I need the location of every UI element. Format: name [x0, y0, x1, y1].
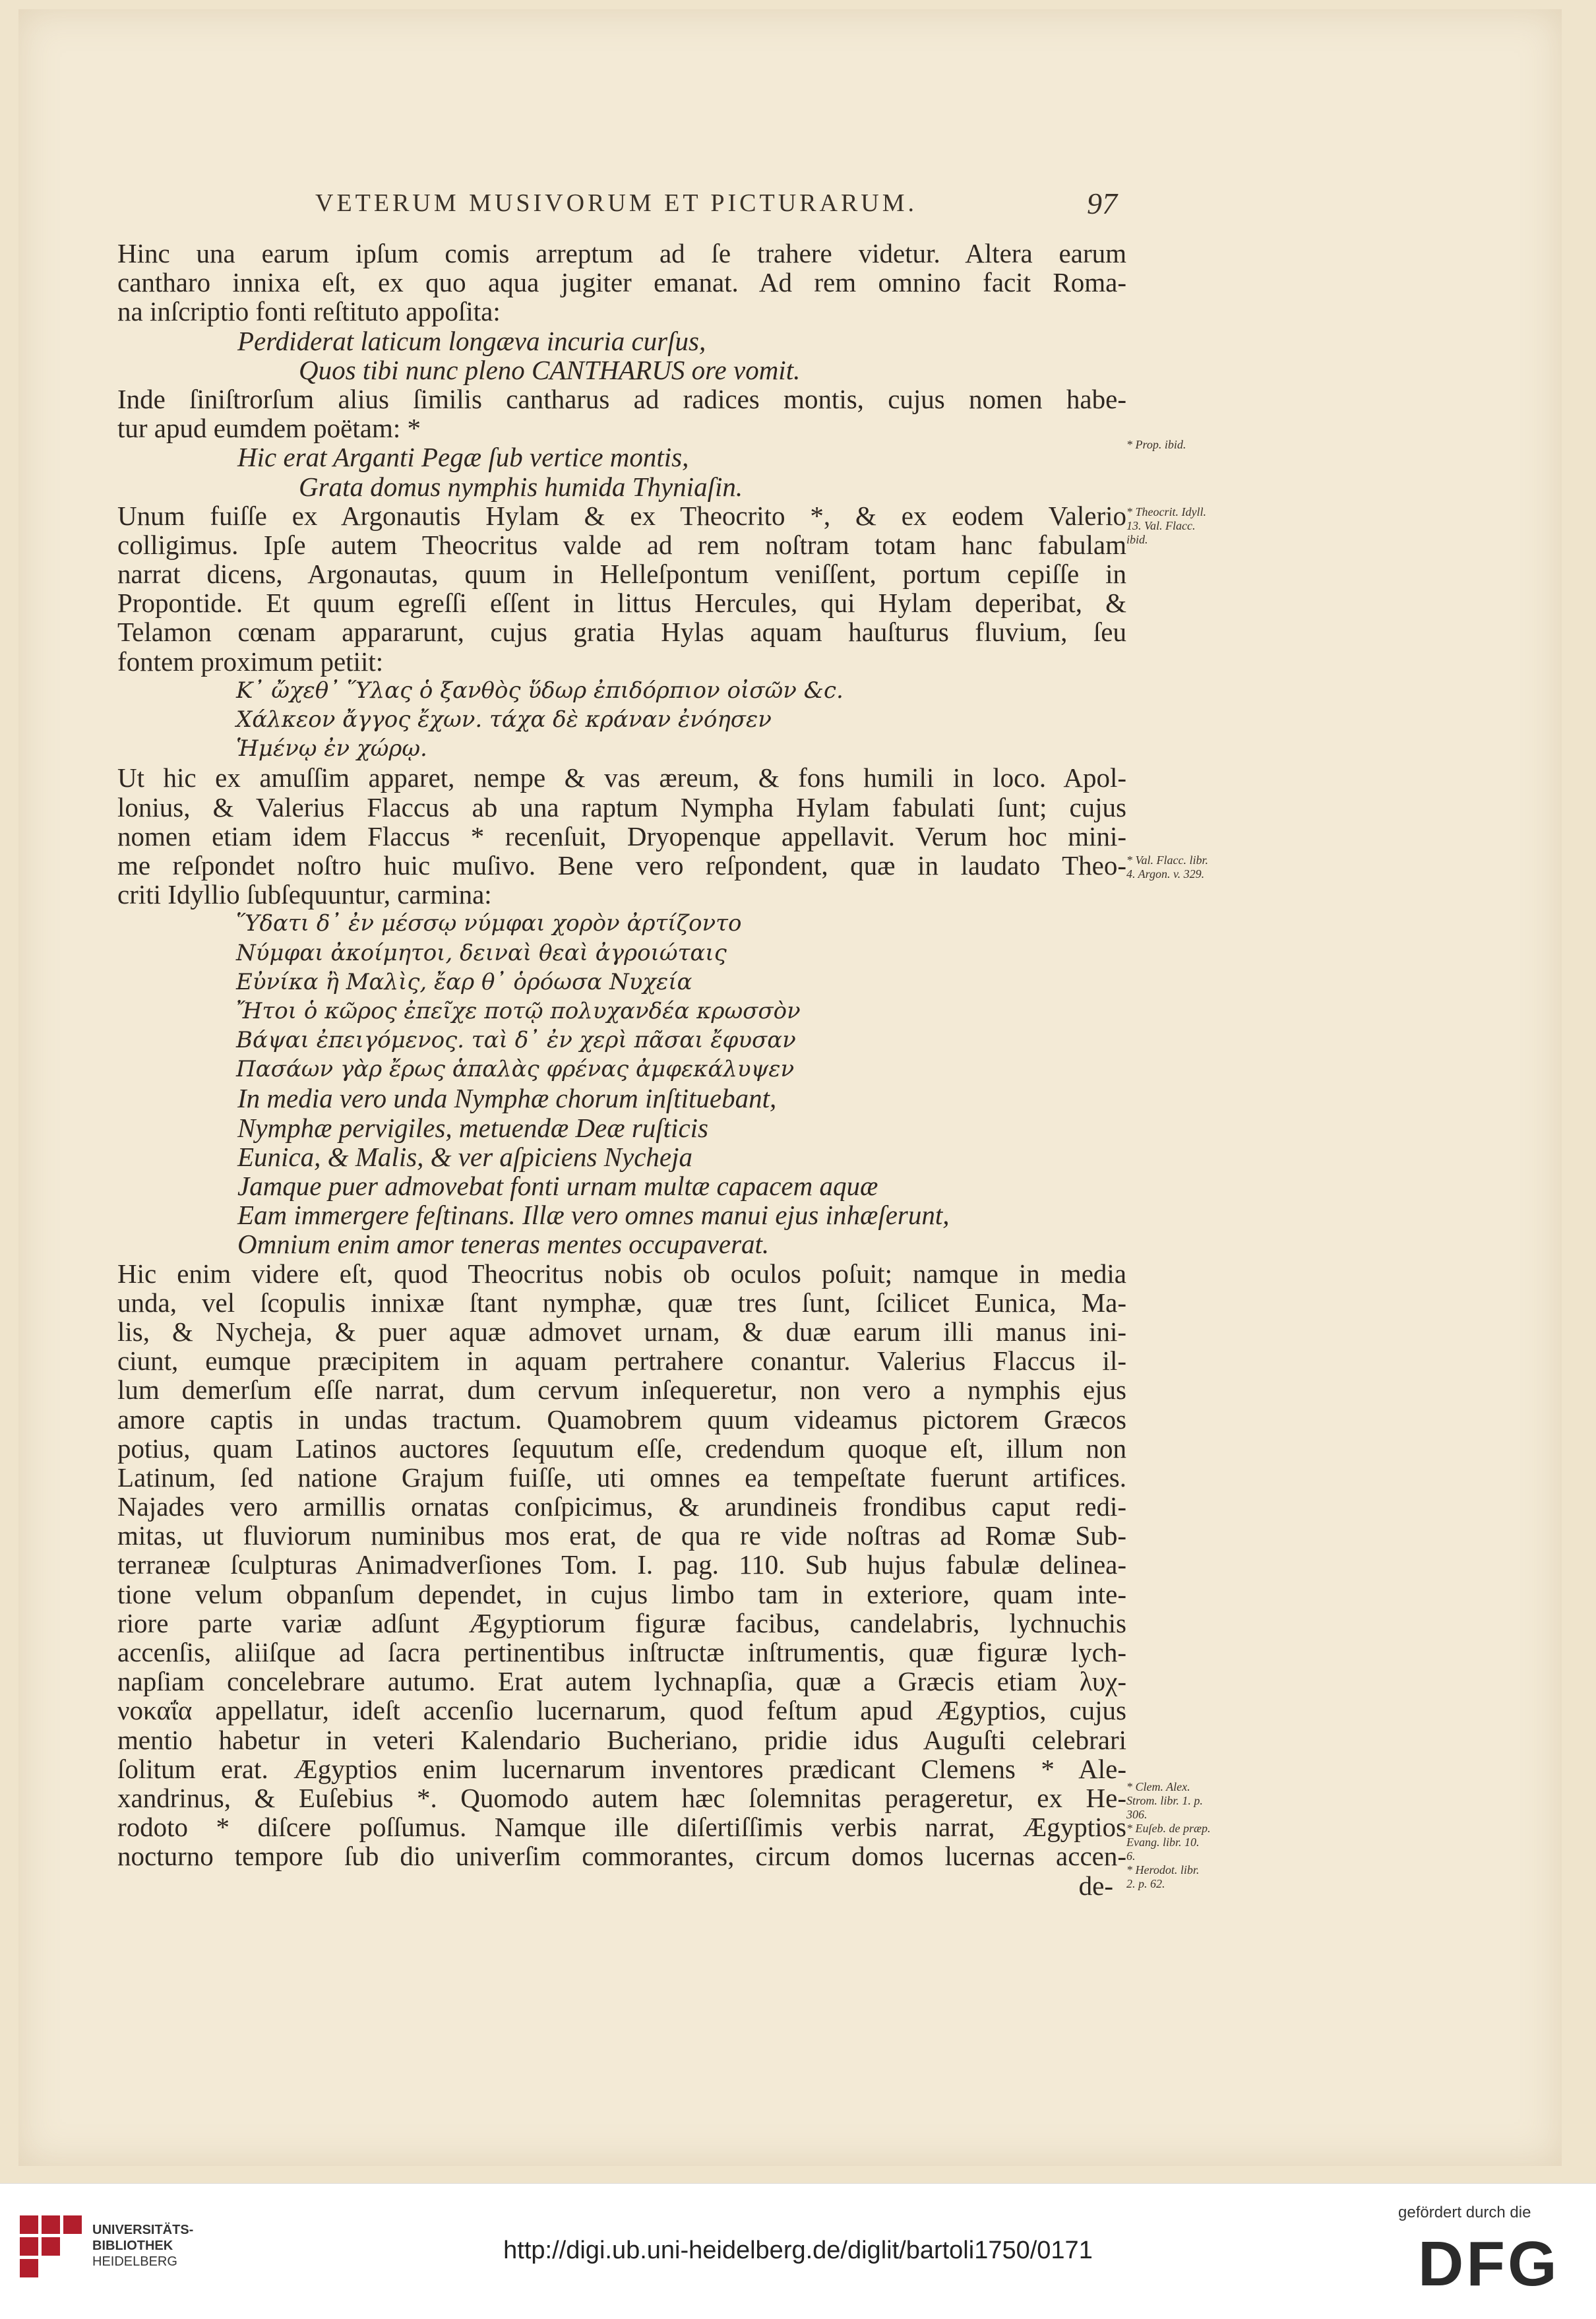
margin-note: * Clem. Alex. Strom. libr. 1. p. 306. * Euſeb. de præp. Evang. libr. 10. 6. * Herodot. libr. 2. p. 62.: [1126, 1780, 1211, 1890]
text-line: potius, quam Latinos auctores ſequutum eſſe, credendum quoque eſt, illum non: [117, 1433, 1126, 1464]
text-line: Najades vero armillis ornatas conſpicimus, & arundineis frondibus caput redi-: [117, 1491, 1126, 1522]
text-line: Latinum, ſed natione Grajum fuiſſe, uti omnes ea tempeſtate fuerunt artifices.: [117, 1462, 1126, 1493]
text-line: Grata domus nymphis humida Thyniaſin.: [299, 471, 743, 502]
text-line: Χάλκεον ἄγγος ἔχων. τάχα δὲ κράναν ἐνόησεν: [236, 706, 772, 733]
text-line: riore parte variæ adſunt Ægyptiorum figuræ facibus, candelabris, lychnuchis: [117, 1607, 1126, 1638]
library-name-line-1: UNIVERSITÄTS-: [92, 2223, 194, 2237]
text-line: Quos tibi nunc pleno CANTHARUS ore vomit.: [299, 354, 801, 385]
text-line: Eam immergere feſtinans. Illæ vero omnes manui ejus inhæſerunt,: [237, 1200, 950, 1231]
margin-note: * Val. Flacc. libr. 4. Argon. v. 329.: [1126, 853, 1208, 881]
text-line: Πασάων γὰρ ἔρως ἁπαλὰς φρένας ἀμφεκάλυψεν: [236, 1056, 795, 1083]
text-line: Eunica, & Malis, & ver aſpiciens Nycheja: [237, 1141, 693, 1172]
text-line: amore captis in undas tractum. Quamobrem quum videamus pictorem Græcos: [117, 1404, 1126, 1435]
book-page: [18, 9, 1562, 2166]
text-line: rodoto * diſcere poſſumus. Namque ille diſertiſſimis verbis narrat, Ægyptios: [117, 1812, 1126, 1843]
text-line: Ἡμένῳ ἐν χώρῳ.: [236, 735, 427, 762]
text-line: lonius, & Valerius Flaccus ab una raptum Nympha Hylam fabulati ſunt; cujus: [117, 791, 1126, 822]
text-line: tione velum obpanſum dependet, in cujus limbo tam in exteriore, quam inte-: [117, 1578, 1126, 1609]
text-line: napſiam concelebrare autumo. Erat autem lychnapſia, quæ a Græcis etiam λυχ-: [117, 1666, 1126, 1697]
text-line: Inde ſiniſtrorſum alius ſimilis cantharus ad radices montis, cujus nomen habe-: [117, 383, 1126, 414]
text-line: ſolitum erat. Ægyptios enim lucernarum inventores prædicant Clemens * Ale-: [117, 1753, 1126, 1784]
text-line: Ut hic ex amuſſim apparet, nempe & vas æreum, & fons humili in loco. Apol-: [117, 762, 1126, 793]
text-line: mentio habetur in veteri Kalendario Bucheriano, pridie idus Auguſti celebrari: [117, 1724, 1126, 1755]
text-line: Ἤτοι ὁ κῶρος ἐπεῖχε ποτῷ πολυχανδέα κρωσσὸν: [236, 997, 801, 1024]
text-line: Omnium enim amor teneras mentes occupaverat.: [237, 1229, 770, 1260]
text-line: Nymphæ pervigiles, metuendæ Deæ ruſticis: [237, 1112, 708, 1143]
text-line: accenſis, aliiſque ad ſacra pertinentibus inſtructæ inſtrumentis, quæ figuræ lych-: [117, 1637, 1126, 1667]
text-line: Hic enim videre eſt, quod Theocritus nobis ob oculos poſuit; namque in media: [117, 1258, 1126, 1289]
running-head: VETERUM MUSIVORUM ET PICTURARUM.: [315, 189, 918, 217]
text-line: Telamon cœnam appararunt, cujus gratia Hylas aquam hauſturus fluvium, ſeu: [117, 617, 1126, 648]
text-line: fontem proximum petiit:: [117, 646, 384, 677]
text-line: Ὕδατι δ᾽ ἐν μέσσῳ νύμφαι χορὸν ἀρτίζοντο: [236, 910, 742, 937]
text-line: tur apud eumdem poëtam: *: [117, 413, 421, 444]
body-text: [117, 239, 1126, 1900]
margin-note: * Theocrit. Idyll. 13. Val. Flacc. ibid.: [1126, 505, 1206, 546]
text-line: terraneæ ſculpturas Animadverſiones Tom. I. pag. 110. Sub hujus fabulæ delinea-: [117, 1549, 1126, 1580]
text-line: cantharo innixa eſt, ex quo aqua jugiter emanat. Ad rem omnino facit Roma-: [117, 267, 1126, 298]
text-line: na inſcriptio fonti reſtituto appoſita:: [117, 296, 501, 327]
text-line: lum demerſum eſſe narrat, dum cervum inſequeretur, non vero a nymphis ejus: [117, 1375, 1126, 1406]
dfg-logo: DFG: [1418, 2229, 1560, 2299]
margin-note: * Prop. ibid.: [1126, 438, 1186, 451]
text-line: xandrinus, & Euſebius *. Quomodo autem hæc ſolemnitas perageretur, ex He-: [117, 1782, 1126, 1813]
text-line: lis, & Nycheja, & puer aquæ admovet urnam, & duæ earum illi manus ini-: [117, 1316, 1126, 1347]
text-line: criti Idyllio ſubſequuntur, carmina:: [117, 879, 492, 910]
text-line: nomen etiam idem Flaccus * recenſuit, Dryopenque appellavit. Verum hoc mini-: [117, 820, 1126, 851]
text-line: Εὐνίκα ἢ Μαλὶς, ἔαρ θ᾽ ὁρόωσα Νυχεία: [236, 968, 692, 995]
text-line: narrat dicens, Argonautas, quum in Helleſpontum veniſſent, portum cepiſſe in: [117, 559, 1126, 590]
text-line: colligimus. Ipſe autem Theocritus valde ad rem noſtram totam hanc fabulam: [117, 529, 1126, 560]
viewer-footer: [0, 2183, 1596, 2319]
text-line: Unum fuiſſe ex Argonautis Hylam & ex Theocrito *, & ex eodem Valerio: [117, 500, 1126, 531]
text-line: Propontide. Et quum egreſſi eſſent in littus Hercules, qui Hylam deperibat, &: [117, 588, 1126, 619]
text-line: Hic erat Arganti Pegæ ſub vertice montis,: [237, 442, 689, 473]
text-line: ciunt, eumque præcipitem in aquam pertrahere conantur. Valerius Flaccus il-: [117, 1345, 1126, 1376]
permalink-url[interactable]: http://digi.ub.uni-heidelberg.de/diglit/bartoli1750/0171: [503, 2237, 1093, 2264]
funding-label: gefördert durch die: [1398, 2204, 1531, 2221]
text-line: Βάψαι ἐπειγόμενος. ταὶ δ᾽ ἐν χερὶ πᾶσαι ἔφυσαν: [236, 1027, 796, 1054]
text-line: me reſpondet noſtro huic muſivo. Bene vero reſpondent, quæ in laudato Theo-: [117, 850, 1126, 881]
text-line: Jamque puer admovebat fonti urnam multæ capacem aquæ: [237, 1171, 878, 1201]
text-line: de-: [1078, 1870, 1113, 1901]
text-line: Νύμφαι ἀκοίμητοι, δειναὶ θεαὶ ἀγροιώταις: [236, 939, 727, 966]
text-line: Κ᾽ ὤχεθ᾽ Ὕλας ὁ ξανθὸς ὕδωρ ἐπιδόρπιον οἰσῶν &c.: [236, 677, 844, 704]
text-line: Perdiderat laticum longæva incuria curſus,: [237, 325, 706, 356]
library-name-line-2: BIBLIOTHEK: [92, 2239, 173, 2253]
text-line: mitas, ut fluviorum numinibus mos erat, de qua re vide noſtras ad Romæ Sub-: [117, 1520, 1126, 1551]
text-line: Hinc una earum ipſum comis arreptum ad ſe trahere videtur. Altera earum: [117, 238, 1126, 268]
text-line: In media vero unda Nymphæ chorum inſtituebant,: [237, 1083, 777, 1114]
text-line: νοκαΐα appellatur, ideſt accenſio lucernarum, quod feſtum apud Ægyptios, cujus: [117, 1695, 1126, 1726]
library-name-line-3: HEIDELBERG: [92, 2254, 177, 2269]
page-number: 97: [1087, 187, 1117, 220]
text-line: nocturno tempore ſub dio univerſim commorantes, circum domos lucernas accen-: [117, 1841, 1126, 1872]
text-line: unda, vel ſcopulis innixæ ſtant nymphæ, quæ tres ſunt, ſcilicet Eunica, Ma-: [117, 1287, 1126, 1318]
